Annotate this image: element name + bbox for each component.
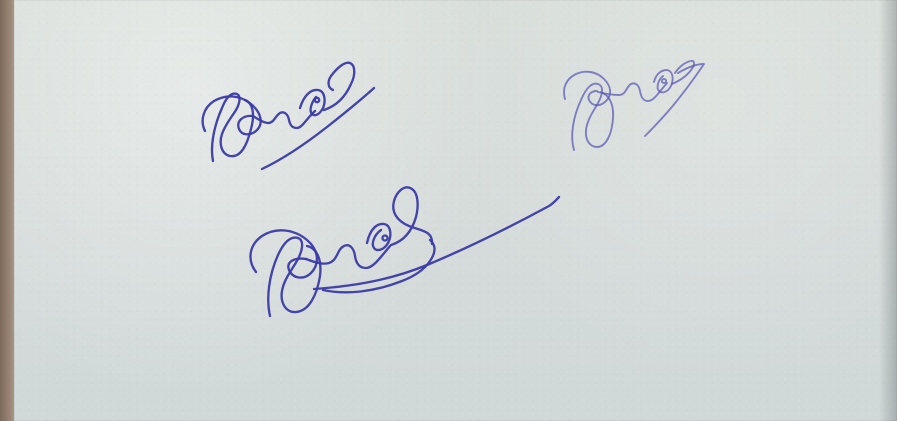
signature-top-left (203, 63, 374, 169)
signature-top-right (564, 61, 704, 150)
signature-top-left-stroke-3 (253, 111, 315, 128)
signature-bottom-stroke-5 (391, 187, 432, 245)
signature-bottom-stroke-7 (314, 197, 559, 289)
signature-top-right-stroke-4 (654, 70, 673, 92)
signature-top-left-stroke-5 (324, 63, 354, 110)
signature-top-right-stroke-5 (672, 61, 694, 84)
signature-bottom-stroke-2 (250, 230, 316, 277)
signature-top-left-dot (315, 98, 319, 102)
signature-bottom-dot (383, 236, 388, 241)
signature-top-left-stroke-4 (300, 90, 325, 115)
signature-top-right-stroke-6 (645, 64, 704, 136)
signature-bottom (250, 187, 559, 316)
signature-bottom-stroke-6 (323, 240, 435, 292)
signature-top-left-stroke-1 (212, 94, 253, 161)
signature-top-left-stroke-6 (262, 88, 374, 169)
signature-top-right-dot (662, 79, 666, 83)
